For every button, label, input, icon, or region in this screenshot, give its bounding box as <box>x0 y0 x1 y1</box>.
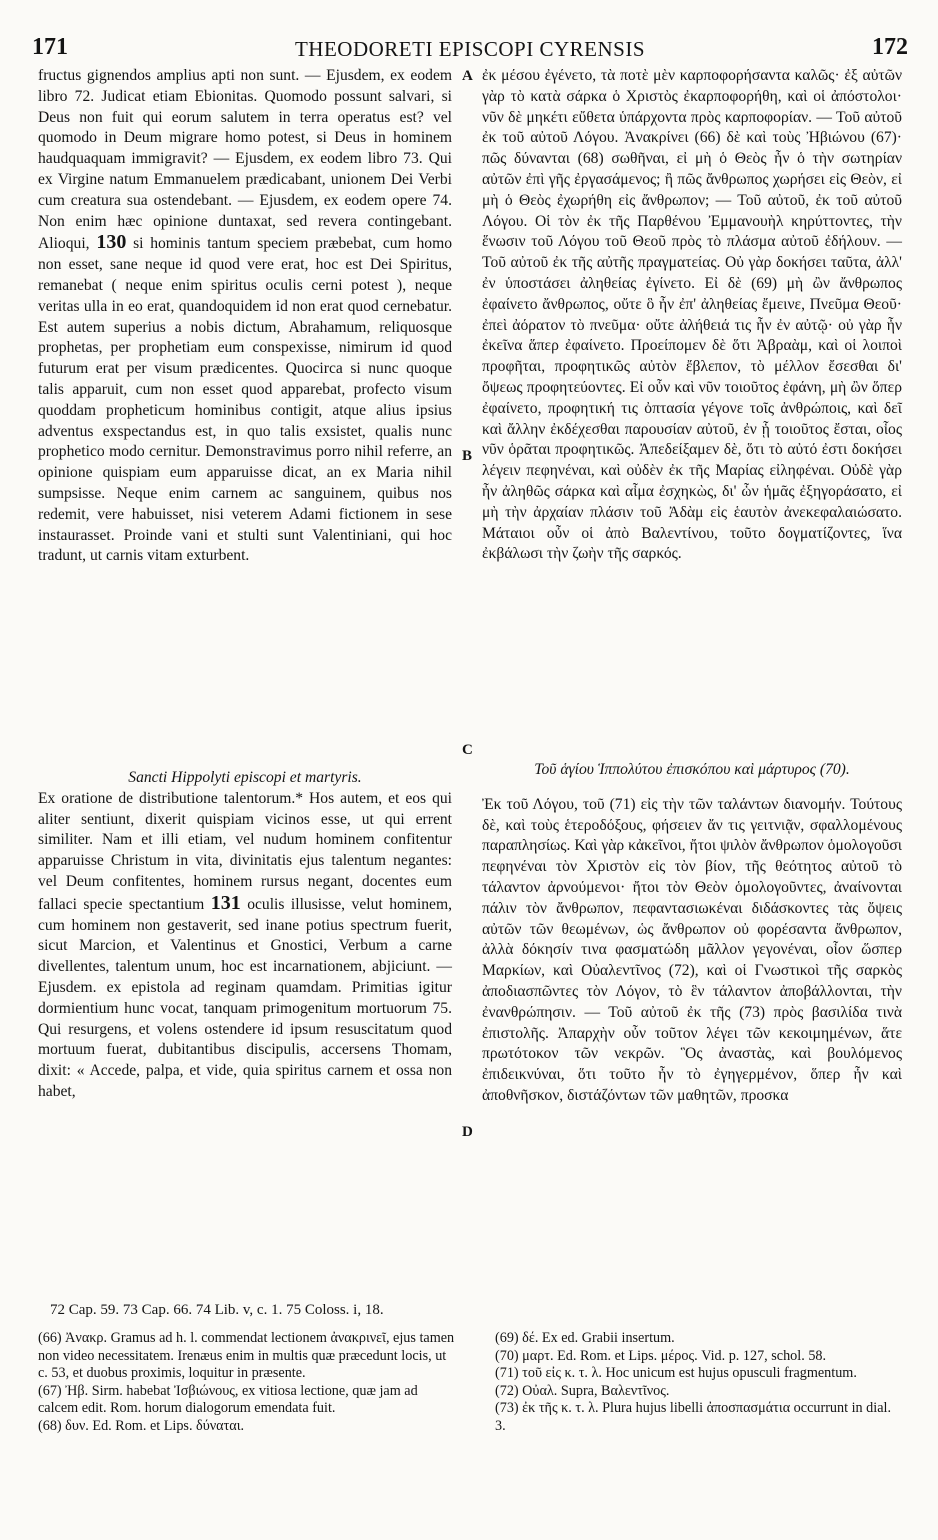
note: (67) Ἠβ. Sirm. habebat Ἰσβιώνους, ex vitiosa lectione, quæ jam ad calcem edit. Rom. horum dialogorum emendata fuit. <box>38 1382 418 1417</box>
page-number-right: 172 <box>872 34 908 60</box>
latin-section-paragraph <box>38 789 452 1103</box>
note: (66) Ἀνακρ. Gramus ad h. l. commendat lectionem ἀνακρινεῖ, ejus tamen non video necessitatem. Irenæus enim in multis quæ præcedunt locis, ut c. 53, et duobus proximis, loquitur in præsente. <box>38 1330 455 1382</box>
latin-paragraph <box>38 66 452 567</box>
greek-section-heading: Τοῦ ἁγίου Ἱππολύτου ἐπισκόπου καὶ μάρτυρος (70). <box>534 761 850 778</box>
latin-section-heading: Sancti Hippolyti episcopi et martyris. <box>128 769 362 786</box>
page-number-left: 171 <box>32 34 68 60</box>
note: (73) ἐκ τῆς κ. τ. λ. Plura hujus libelli ἀποσπασμάτια occurrunt in dial. 3. <box>495 1400 891 1434</box>
note: (70) μαρτ. Ed. Rom. et Lips. μέρος. Vid. p. 127, schol. 58. <box>495 1347 827 1364</box>
section-marker-a: A <box>462 68 473 84</box>
section-marker-c: C <box>462 742 473 758</box>
running-header <box>32 34 908 64</box>
margin-page-number: 130 <box>96 231 127 254</box>
critical-notes-right <box>495 1330 905 1436</box>
latin-section-text-2: oculis illusisse, velut hominem, cum hominem non gestaverit, sed inane potius spectrum fuerit, sicut Marcion, et Valentinus et Gnostici, Verbum a carne divellentes, talentum unum, hoc est incarnationem, abjiciunt. — Ejusdem. ex epistola ad reginam quamdam. Primitias igitur dormientium hunc vocat, tanquam primogenitum mortuorum 75. Qui resurgens, et volens ostendere id ipsum resuscitatum quod mortuum fuerat, dubitantibus discipulis, accersens Thomam, dixit: « Accede, palpa, et vide, quia spiritus carnem et ossa non habet, <box>38 895 452 1100</box>
greek-column-bottom <box>482 760 902 1107</box>
latin-text-2: si hominis tantum speciem præbebat, cum homo non esset, sane neque id quod vere erat, hoc est Dei Spiritus, remanebat ( neque enim spiritus oculis cerni potest ), neque veritas ulla in eo erat, quandoquidem id non erat quod cernebatur. Est autem superius a nobis dictum, Abrahamum, reliquosque prophetas, per prophetiam eum conspexisse, nimirum id quod futurum erat per visum prædicentes. Quocirca si nunc quoque talis apparuit, cum non esset quod apparebat, profecto visum quoddam propheticum hominibus contigit, atque alius ipsius adventus exspectandus est, in quo talis exsistet, qualis nunc prophetico modo cernitur. Demonstravimus porro nihil referre, an opinione quispiam eum apparuisse dicat, an ex Maria nihil sumpsisse. Neque enim carnem ac sanguinem, quibus nos redemit, vere habuisset, nisi veterem Adami fictionem in sese instaurasset. Proinde vani et stulti sunt Valentiniani, qui hoc tradunt, ut carnis vitam exturbent. <box>38 235 452 565</box>
footnote-references: 72 Cap. 59. 73 Cap. 66. 74 Lib. v, c. 1. 75 Coloss. i, 18. <box>50 1302 384 1318</box>
latin-section-text-1: Ex oratione de distributione talentorum.* Hos autem, et eos qui aliter sentiunt, dixerit quispiam vicinos esse, ut qui errent similiter. Nam et illi etiam, vel nudum hominem confitentur apparuisse Christum in vita, divinitatis ejus talentum negantes: vel Deum confitentes, hominem rursus negant, docentes eum fallaci specie spectantium <box>38 789 452 913</box>
critical-notes-left <box>38 1330 458 1436</box>
section-marker-b: B <box>462 448 473 464</box>
note: (72) Οὐαλ. Supra, Βαλεντῖνος. <box>495 1382 670 1399</box>
latin-column-bottom <box>38 768 452 1103</box>
greek-section-paragraph: Ἐκ τοῦ Λόγου, τοῦ (71) εἰς τὴν τῶν ταλάντων διανομήν. Τούτους δὲ, καὶ τοὺς ἑτεροδόξους, φήσειεν ἄν τις γειτνιᾷν, σφαλλομένους παραπλησίως. Καὶ γὰρ κἀκεῖνοι, ἤτοι ψιλὸν ἄνθρωπον ὁμολογοῦσι πεφηνέναι τὸν Χριστὸν εἰς τὸν βίον, τῆς θεότητος αὐτοῦ τὸ τάλαντον ἀρνούμενοι· ἤτοι τὸν Θεὸν ὁμολογοῦντες, ἀναίνονται πάλιν τὸν ἄνθρωπον, πεφαντασιωκέναι διδάσκοντες τὰς ὄψεις αὐτῶν τῶν θεωμένων, ὡς ἄνθρωπον οὐ φορέσαντα ἄνθρωπον, ἀλλὰ δόκησίν τινα φασματώδη μᾶλλον γεγονέναι, οἷον ὥσπερ Μαρκίων, καὶ Οὐαλεντῖνος (72), καὶ οἱ Γνωστικοὶ τῆς σαρκὸς ἀποδιασπῶντες τὸν Λόγον, τὸ ἓν τάλαντον ἀποβάλλονται, τὴν ἐνανθρώπησιν. — Τοῦ αὐτοῦ ἐκ τῆς (73) πρὸς βασιλίδα τινὰ ἐπιστολῆς. Ἀπαρχὴν οὖν τοῦτον λέγει τῶν κεκοιμημένων, ἅτε πρωτότοκον τῶν νεκρῶν. Ὃς ἀναστὰς, καὶ βουλόμενος ἐπιδεικνύναι, ὅτι τοῦτο ἦν τὸ ἐγηγερμένον, ὅπερ ἦν καὶ ἀποθνῆσκον, διστάζόντων τῶν μαθητῶν, προσκα <box>482 795 902 1104</box>
latin-text-1: fructus gignendos amplius apti non sunt. — Ejusdem, ex eodem libro 72. Judicat etiam Ebionitas. Quomodo possunt salvari, si Deus non fuit qui eorum salutem in terra operatus est? vel quomodo in Deum migrare homo potest, si Deus in hominem haudquaquam immigravit? — Ejusdem, ex eodem libro 73. Qui ex Virgine natum Emmanuelem prædicabant, unionem Dei Verbi cum creatura sua ostendebant. — Ejusdem, ex eodem opere 74. Non enim hæc opinione duntaxat, sed revera contingebant. Alioqui, <box>38 67 452 253</box>
note: (69) δέ. Ex ed. Grabii insertum. <box>495 1330 675 1346</box>
section-marker-d: D <box>462 1124 473 1140</box>
latin-column-top <box>38 66 452 567</box>
note: (68) δυν. Ed. Rom. et Lips. δύναται. <box>38 1417 245 1434</box>
running-title: THEODORETI EPISCOPI CYRENSIS <box>294 37 646 61</box>
greek-paragraph: ἐκ μέσου ἐγένετο, τὰ ποτὲ μὲν καρποφορήσαντα καλῶς· ἐξ αὐτῶν γὰρ τὸ κατὰ σάρκα ὁ Χριστὸς ἐκαρποφορήθη, καὶ οἱ ἀπόστολοι· νῦν δὲ μηκέτι εὔθετα ὑπάρχοντα πρὸς καρποφορίαν. — Τοῦ αὐτοῦ ἐκ τοῦ αὐτοῦ Λόγου. Ἀνακρίνει (66) δὲ καὶ τοὺς Ἠβιώνου (67)· πῶς δύνανται (68) σωθῆναι, εἰ μὴ ὁ Θεὸς ἦν ὁ τὴν σωτηρίαν αὐτῶν ἐπὶ γῆς ἐργασάμενος; ἢ πῶς ἄνθρωπος χωρήσει εἰς Θεὸν, εἰ μὴ ὁ Θεὸς ἐχωρήθη εἰς ἄνθρωπον; — Τοῦ αὐτοῦ, ἐκ τοῦ αὐτοῦ Λόγου. Οἱ τὸν ἐκ τῆς Παρθένου Ἐμμανουὴλ κηρύττοντες, τὴν ἕνωσιν τοῦ Λόγου τοῦ Θεοῦ πρὸς τὸ πλάσμα αὐτοῦ ἐδήλουν. — Τοῦ αὐτοῦ ἐκ τῆς αὐτῆς πραγματείας. Οὐ γὰρ δοκήσει ταῦτα, ἀλλ' ἐν ὑποστάσει ἀληθείας ἐγίνετο. Εἰ δὲ (69) μὴ ὢν ἄνθρωπος ἐφαίνετο ἄνθρωπος, οὔτε ὃ ἦν ἐπ' ἀληθείας ἔμεινε, Πνεῦμα Θεοῦ· ἐπεὶ ἀόρατον τὸ πνεῦμα· οὔτε ἀλήθειά τις ἦν ἐν αὐτῷ· οὐ γὰρ ἦν ἐκεῖνα ἅπερ ἐφαίνετο. Προείπομεν δὲ ὅτι Ἀβραὰμ, καὶ οἱ λοιποὶ προφῆται, προφητικῶς αὐτὸν ἔβλεπον, τὸ μέλλον ἔσεσθαι δι' ὄψεως προφητεύοντες. Εἰ οὖν καὶ νῦν τοιοῦτος ἐφάνη, μὴ ὢν ὅπερ ἐφαίνετο, προφητική τις ὀπτασία γέγονε τοῖς ἀνθρώποις, καὶ δεῖ καὶ ἄλλην ἐκδέχεσθαι παρουσίαν αὐτοῦ, ἐν ᾗ τοιοῦτος ἔσται, οἷος νῦν ὁρᾶται προφητικῶς. Ἀπεδείξαμεν δὲ, ὅτι τὸ αὐτό ἐστι δοκήσει λέγειν πεφηνέναι, καὶ οὐδὲν ἐκ τῆς Μαρίας εἰληφέναι. Οὐδὲ γὰρ ἦν ἀληθῶς σάρκα καὶ αἷμα ἐσχηκὼς, δι' ὧν ἡμᾶς ἐξηγοράσατο, εἰ μὴ τὴν ἀρχαίαν πλάσιν τοῦ Ἀδὰμ εἰς ἑαυτὸν ἀνεκεφαλαιώσατο. Μάταιοι οὖν οἱ ἀπὸ Βαλεντίνου, τοῦτο δογματίζοντες, ἵνα ἐκβάλωσι τὴν ζωὴν τῆς σαρκός. <box>482 67 902 563</box>
greek-column-top <box>482 66 902 565</box>
margin-page-number-2: 131 <box>210 891 241 914</box>
note: (71) τοῦ εἰς κ. τ. λ. Hoc unicum est hujus opusculi fragmentum. <box>495 1365 857 1382</box>
